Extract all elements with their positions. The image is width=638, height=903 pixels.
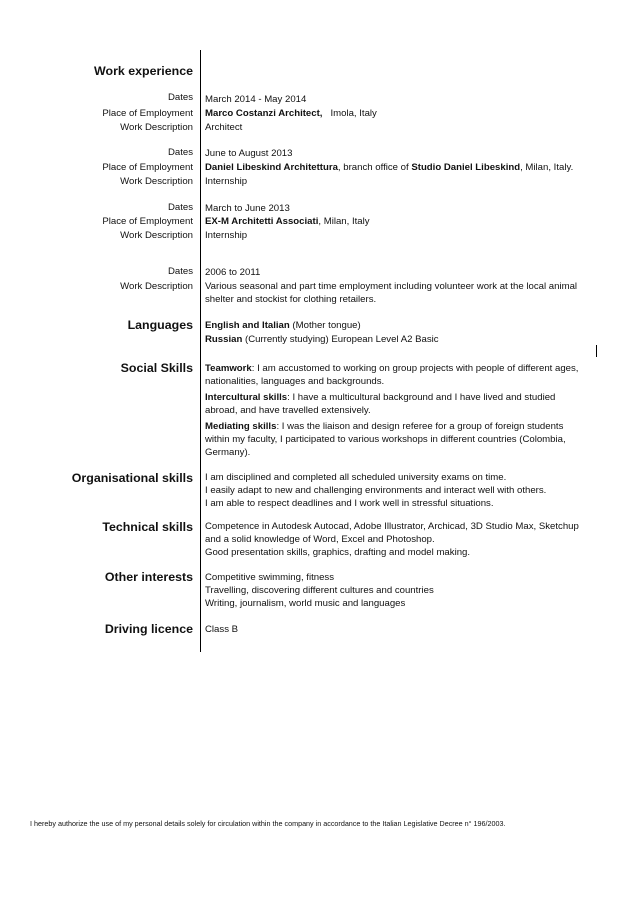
organisational-line1: I am disciplined and completed all scheduled university exams on time. xyxy=(205,472,507,483)
entry3-description: Internship xyxy=(205,230,248,241)
entry1-employer: Marco Costanzi Architect, xyxy=(205,108,323,119)
mediating-line2: within my faculty, I participated to various workshops in different countries (Colombia, xyxy=(205,434,566,445)
languages-native-note: (Mother tongue) xyxy=(289,320,361,331)
entry1-dates-label: Dates xyxy=(167,92,193,103)
entry1-location: Imola, Italy xyxy=(322,108,377,119)
entry1-dates: March 2014 - May 2014 xyxy=(205,94,307,105)
entry1-place xyxy=(205,107,377,120)
other-interests-heading: Other interests xyxy=(104,570,193,584)
mediating-text: : I was the liaison and design referee for a group of foreign students xyxy=(276,421,564,432)
entry4-dates: 2006 to 2011 xyxy=(205,267,261,278)
organisational-line3: I am able to respect deadlines and I work well in stressful situations. xyxy=(205,498,494,509)
languages-line2 xyxy=(205,333,439,346)
entry3-location: , Milan, Italy xyxy=(318,216,370,227)
entry3-dates: March to June 2013 xyxy=(205,203,290,214)
technical-line3: Good presentation skills, graphics, drafting and model making. xyxy=(205,547,471,558)
technical-line1: Competence in Autodesk Autocad, Adobe Illustrator, Archicad, 3D Studio Max, Sketchup xyxy=(205,521,579,532)
intercultural-text: : I have a multicultural background and I have lived and studied xyxy=(287,392,556,403)
vertical-divider-main xyxy=(200,92,201,652)
technical-skills-heading: Technical skills xyxy=(102,520,193,534)
languages-studying: Russian xyxy=(205,334,243,345)
entry2-location: , Milan, Italy. xyxy=(520,162,574,173)
mediating-line3: Germany). xyxy=(205,447,251,458)
intercultural-title: Intercultural skills xyxy=(205,392,288,403)
entry2-employer: Daniel Libeskind Architettura xyxy=(205,162,338,173)
intercultural-line2: abroad, and have travelled extensively. xyxy=(205,405,371,416)
intercultural-line1 xyxy=(205,391,555,404)
privacy-authorization-footer: I hereby authorize the use of my personal details solely for circulation within the company in accordance to the Italian Legislative Decree n° 196/2003. xyxy=(30,819,506,828)
entry3-dates-label: Dates xyxy=(167,202,193,213)
languages-studying-note: (Currently studying) European Level A2 Basic xyxy=(242,334,439,345)
driving-licence-heading: Driving licence xyxy=(104,622,193,636)
social-skills-heading: Social Skills xyxy=(120,361,193,375)
entry2-description-label: Work Description xyxy=(120,176,193,187)
teamwork-line1 xyxy=(205,362,578,375)
entry2-dates: June to August 2013 xyxy=(205,148,293,159)
entry4-description-line1: Various seasonal and part time employment including volunteer work at the local animal xyxy=(205,281,578,292)
languages-heading: Languages xyxy=(127,318,193,332)
interests-line1: Competitive swimming, fitness xyxy=(205,572,335,583)
entry2-description: Internship xyxy=(205,176,248,187)
interests-line2: Travelling, discovering different cultures and countries xyxy=(205,585,434,596)
entry2-place-label: Place of Employment xyxy=(102,162,193,173)
entry1-place-label: Place of Employment xyxy=(102,108,193,119)
entry2-place-mid: , branch office of xyxy=(337,162,412,173)
entry1-description-label: Work Description xyxy=(120,122,193,133)
entry3-employer: EX-M Architetti Associati xyxy=(205,216,319,227)
teamwork-text: : I am accustomed to working on group projects with people of different ages, xyxy=(251,363,579,374)
driving-licence-value: Class B xyxy=(205,624,239,635)
teamwork-title: Teamwork xyxy=(205,363,252,374)
work-experience-heading: Work experience xyxy=(94,64,193,78)
entry4-description-line2: shelter and stockist for clothing retailers. xyxy=(205,294,377,305)
entry3-place-label: Place of Employment xyxy=(102,216,193,227)
text-cursor-mark xyxy=(596,345,597,357)
entry1-description: Architect xyxy=(205,122,243,133)
entry3-place xyxy=(205,215,370,228)
teamwork-line2: nationalities, languages and backgrounds. xyxy=(205,376,385,387)
entry4-description-label: Work Description xyxy=(120,281,193,292)
organisational-line2: I easily adapt to new and challenging environments and interact well with others. xyxy=(205,485,547,496)
languages-line1 xyxy=(205,319,361,332)
languages-native: English and Italian xyxy=(205,320,290,331)
organisational-skills-heading: Organisational skills xyxy=(71,471,193,485)
entry4-dates-label: Dates xyxy=(167,266,193,277)
mediating-line1 xyxy=(205,420,563,433)
entry2-dates-label: Dates xyxy=(167,147,193,158)
entry3-description-label: Work Description xyxy=(120,230,193,241)
technical-line2: and a solid knowledge of Word, Excel and Photoshop. xyxy=(205,534,435,545)
entry2-place xyxy=(205,161,573,174)
mediating-title: Mediating skills xyxy=(205,421,277,432)
entry2-employer-parent: Studio Daniel Libeskind xyxy=(411,162,521,173)
interests-line3: Writing, journalism, world music and languages xyxy=(205,598,406,609)
